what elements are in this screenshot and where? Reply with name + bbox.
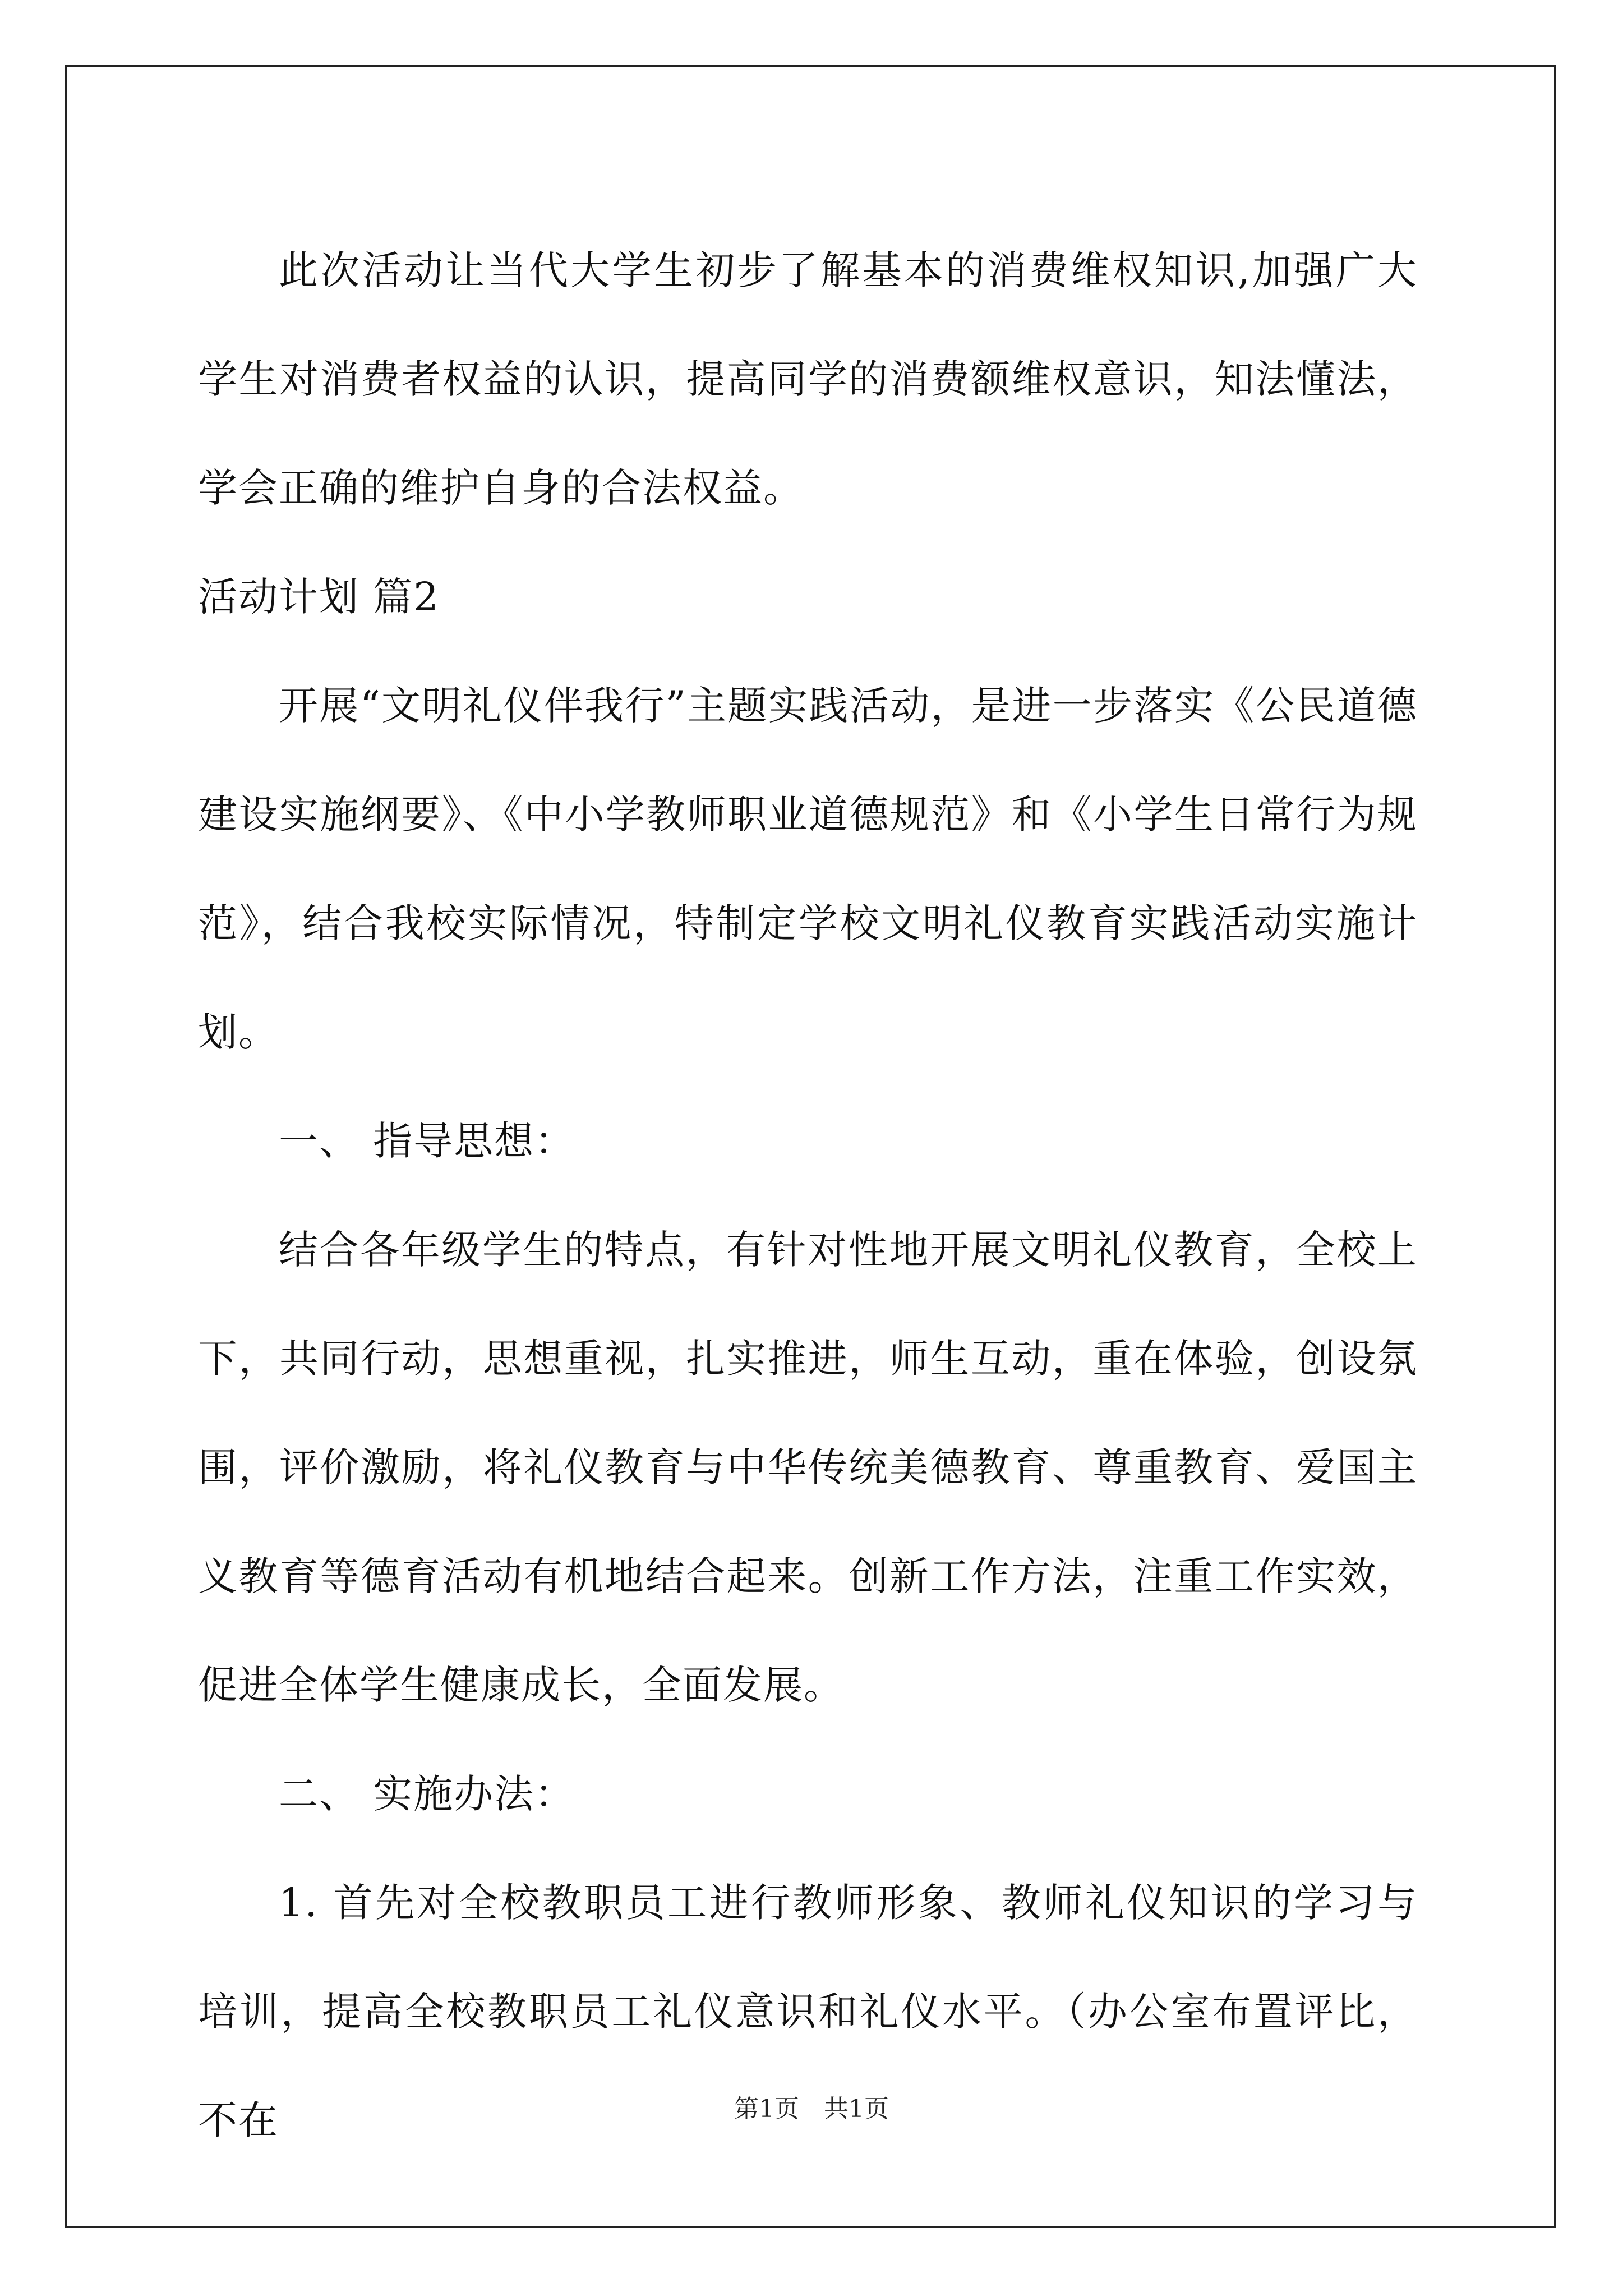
section-title: 活动计划 篇2 [198,574,440,620]
intro-paragraph: 此次活动让当代大学生初步了解基本的消费维权知识,加强广大学生对消费者权益的认识，提高同学的消费额维权意识，知法懂法，学会正确的维护自身的合法权益。 [198,247,1418,511]
paragraph-background: 开展“文明礼仪伴我行”主题实践活动，是进一步落实《公民道德建设实施纲要》、《中小学教师职业道德规范》和《小学生日常行为规范》，结合我校实际情况，特制定学校文明礼仪教育实践活动实施计划。 [198,683,1418,1055]
paragraph-implementation-1: 1. 首先对全校教职员工进行教师形象、教师礼仪知识的学习与培训，提高全校教职员工礼仪意识和礼仪水平。（办公室布置评比，不在 [198,1880,1418,2143]
document-body [198,216,1418,2175]
heading-implementation: 二、 实施办法： [279,1771,575,1817]
page-number-footer: 第1页 共1页 [734,2095,889,2123]
paragraph-guiding-ideology: 结合各年级学生的特点，有针对性地开展文明礼仪教育，全校上下，共同行动，思想重视，扎实推进，师生互动，重在体验，创设氛围，评价激励，将礼仪教育与中华传统美德教育、尊重教育、爱国主义教育等德育活动有机地结合起来。创新工作方法，注重工作实效，促进全体学生健康成长，全面发展。 [198,1227,1418,1708]
heading-guiding-ideology: 一、 指导思想： [279,1118,575,1164]
